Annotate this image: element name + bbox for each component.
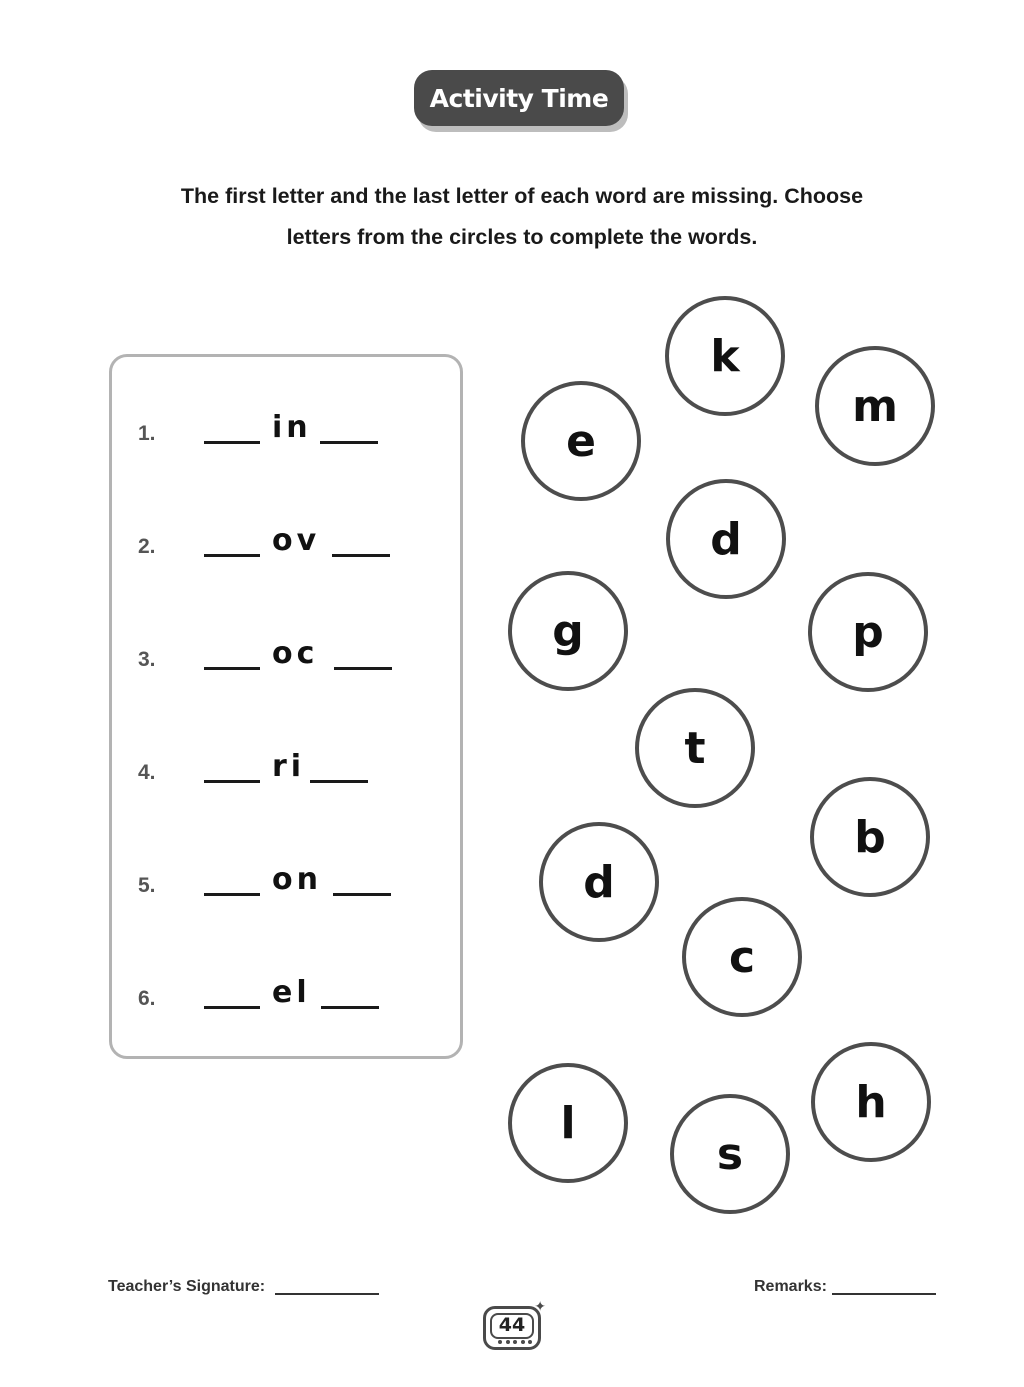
letter-circle-g[interactable]: g [508, 571, 628, 691]
remarks-line[interactable] [832, 1293, 936, 1295]
word-number: 2. [138, 535, 156, 558]
word-fragment: ov [272, 523, 321, 558]
teacher-signature-label: Teacher’s Signature: [108, 1278, 266, 1295]
activity-title-badge [414, 70, 632, 132]
first-letter-blank[interactable] [204, 441, 260, 444]
word-list-box [109, 354, 463, 1059]
word-fragment: in [272, 410, 312, 445]
word-number: 1. [138, 422, 156, 445]
word-number: 3. [138, 648, 156, 671]
activity-title: Activity Time [414, 70, 624, 126]
instructions-line-1: The first letter and the last letter of each word are missing. Choose [180, 184, 864, 208]
letter-circle-c[interactable]: c [682, 897, 802, 1017]
last-letter-blank[interactable] [310, 780, 368, 783]
remarks-label: Remarks: [754, 1278, 827, 1295]
last-letter-blank[interactable] [320, 441, 378, 444]
first-letter-blank[interactable] [204, 893, 260, 896]
letter-circle-d[interactable]: d [666, 479, 786, 599]
word-fragment: on [272, 862, 322, 897]
first-letter-blank[interactable] [204, 554, 260, 557]
instructions [120, 176, 924, 258]
word-number: 4. [138, 761, 156, 784]
word-row-1 [112, 412, 460, 452]
page-number: 44 [498, 1314, 526, 1336]
word-fragment: el [272, 975, 311, 1010]
word-row-4 [112, 751, 460, 791]
last-letter-blank[interactable] [333, 893, 391, 896]
word-row-3 [112, 638, 460, 678]
teacher-signature-line[interactable] [275, 1293, 379, 1295]
letter-circle-l[interactable]: l [508, 1063, 628, 1183]
letter-circle-m[interactable]: m [815, 346, 935, 466]
letter-circle-h[interactable]: h [811, 1042, 931, 1162]
first-letter-blank[interactable] [204, 780, 260, 783]
word-number: 5. [138, 874, 156, 897]
last-letter-blank[interactable] [332, 554, 390, 557]
last-letter-blank[interactable] [334, 667, 392, 670]
word-row-5 [112, 864, 460, 904]
first-letter-blank[interactable] [204, 1006, 260, 1009]
word-fragment: ri [272, 749, 306, 784]
page-number-badge [483, 1299, 546, 1350]
letter-circle-e[interactable]: e [521, 381, 641, 501]
dots-decoration [498, 1340, 532, 1348]
star-icon: ✦ [534, 1299, 546, 1315]
word-row-2 [112, 525, 460, 565]
letter-circle-d[interactable]: d [539, 822, 659, 942]
letter-circle-b[interactable]: b [810, 777, 930, 897]
letter-circle-s[interactable]: s [670, 1094, 790, 1214]
letter-circle-p[interactable]: p [808, 572, 928, 692]
word-row-6 [112, 977, 460, 1017]
letter-circle-k[interactable]: k [665, 296, 785, 416]
instructions-line-2: letters from the circles to complete the words. [286, 225, 758, 249]
last-letter-blank[interactable] [321, 1006, 379, 1009]
word-number: 6. [138, 987, 156, 1010]
letter-circle-t[interactable]: t [635, 688, 755, 808]
word-fragment: oc [272, 636, 319, 671]
first-letter-blank[interactable] [204, 667, 260, 670]
